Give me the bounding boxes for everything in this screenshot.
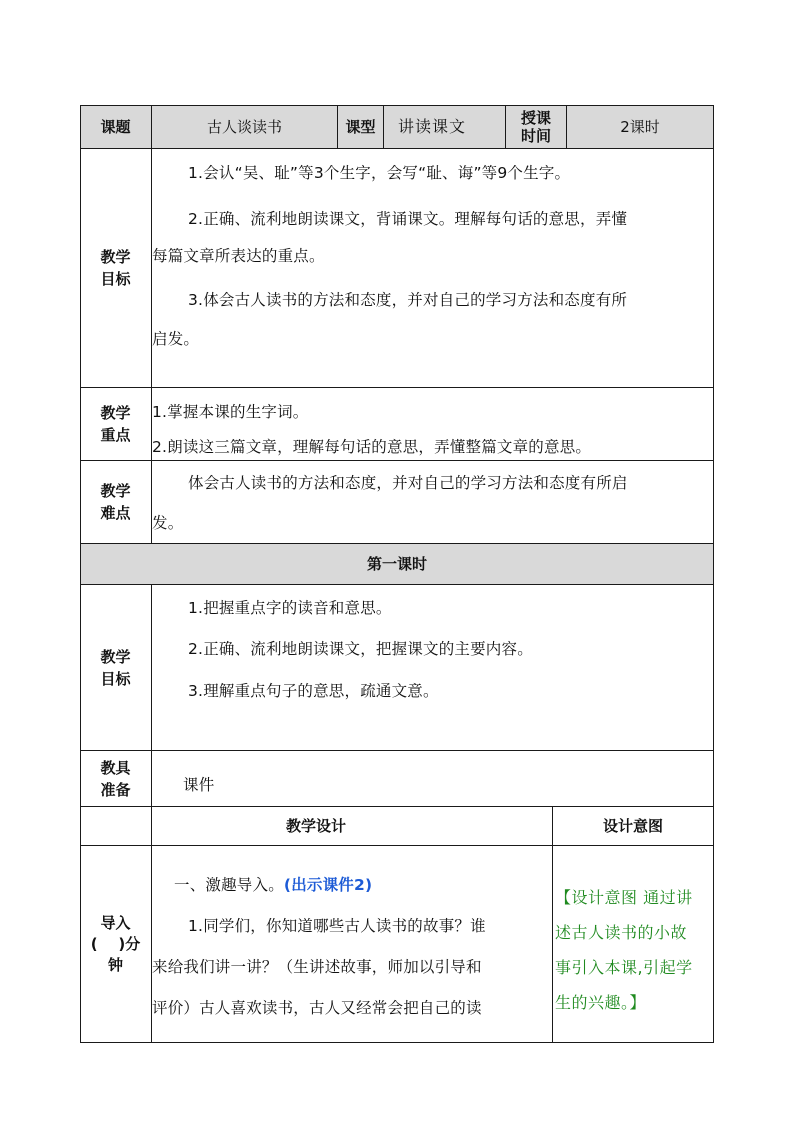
intro-line: 来给我们讲一讲？（生讲述故事，师加以引导和	[152, 958, 482, 976]
intent-header: 设计意图	[602, 817, 663, 835]
table-rule	[80, 750, 714, 751]
goal-item-continued: 启发。	[152, 330, 200, 348]
intent-line: 事引入本课,引起学	[555, 958, 693, 977]
tools-label-line1: 教具	[100, 758, 131, 777]
tools-label	[80, 751, 151, 806]
table-rule	[80, 387, 714, 388]
lesson-goals-label-line1: 教学	[100, 647, 131, 666]
intro-label-line2: ( )分	[90, 934, 141, 953]
type-text: 讲读课文	[398, 116, 467, 136]
intent-line: 【设计意图 通过讲	[555, 888, 693, 907]
difficulty-text: 体会古人读书的方法和态度，并对自己的学习方法和态度有所启	[188, 474, 628, 492]
lesson-goal-item: 3.理解重点句子的意思，疏通文意。	[188, 682, 439, 700]
difficulty-label-line2: 难点	[100, 504, 131, 522]
intro-label	[80, 846, 151, 1042]
table-rule	[151, 584, 152, 845]
intro-line: 评价）古人喜欢读书，古人又经常会把自己的读	[152, 999, 482, 1017]
key-points-label-line2: 重点	[100, 426, 131, 444]
intent-line: 述古人读书的小故	[555, 923, 688, 942]
topic-value: 古人谈读书	[206, 117, 282, 136]
type-label: 课型	[345, 117, 376, 136]
difficulty-label	[80, 461, 151, 543]
difficulty-label-line1: 教学	[100, 482, 131, 500]
table-rule	[80, 845, 714, 846]
table-rule	[151, 105, 152, 543]
lesson-goals-label	[80, 585, 151, 750]
goals-label-line2: 目标	[100, 270, 131, 288]
lesson-plan-table	[80, 105, 714, 1043]
intro-line: 1.同学们，你知道哪些古人读书的故事？谁	[188, 917, 486, 935]
difficulty-text-continued: 发。	[152, 514, 184, 532]
intro-label-line3: 钟	[107, 955, 123, 974]
goal-item: 1.会认“吴、耻”等3个生字，会写“耻、诲”等9个生字。	[188, 164, 571, 182]
table-rule	[80, 584, 714, 585]
key-points-label	[80, 388, 151, 460]
time-label-line2: 时间	[520, 126, 551, 145]
key-points-label-line1: 教学	[100, 404, 131, 422]
goal-item: 3.体会古人读书的方法和态度，并对自己的学习方法和态度有所	[188, 291, 628, 309]
lesson-goal-item: 2.正确、流利地朗读课文，把握课文的主要内容。	[188, 640, 533, 658]
table-rule	[80, 1042, 714, 1043]
time-label	[506, 105, 566, 148]
time-value: 2课时	[620, 117, 660, 136]
goals-label	[80, 149, 151, 387]
intro-heading-text: 一、激趣导入。	[174, 876, 284, 894]
goal-item-continued: 每篇文章所表达的重点。	[152, 247, 325, 265]
topic-label: 课题	[100, 117, 131, 136]
lesson-goal-item: 1.把握重点字的读音和意思。	[188, 599, 392, 617]
intro-label-line1: 导入	[100, 913, 131, 932]
lesson-goals-label-line2: 目标	[100, 669, 131, 688]
intent-line: 生的兴趣。】	[555, 993, 647, 1012]
table-rule	[80, 148, 714, 149]
table-rule	[80, 460, 714, 461]
key-point-item: 2.朗读这三篇文章，理解每句话的意思，弄懂整篇文章的意思。	[152, 438, 592, 456]
intro-courseware-note: (出示课件2)	[283, 876, 373, 894]
lesson-title: 第一课时	[366, 555, 427, 573]
tools-label-line2: 准备	[100, 780, 131, 799]
goal-item: 2.正确、流利地朗读课文，背诵课文。理解每句话的意思，弄懂	[188, 210, 628, 228]
design-header: 教学设计	[285, 817, 346, 835]
goals-label-line1: 教学	[100, 248, 131, 266]
intro-heading	[174, 873, 372, 895]
tools-value: 课件	[183, 776, 215, 794]
time-label-line1: 授课	[520, 108, 551, 127]
type-value	[384, 105, 505, 148]
key-point-item: 1.掌握本课的生字词。	[152, 403, 309, 421]
